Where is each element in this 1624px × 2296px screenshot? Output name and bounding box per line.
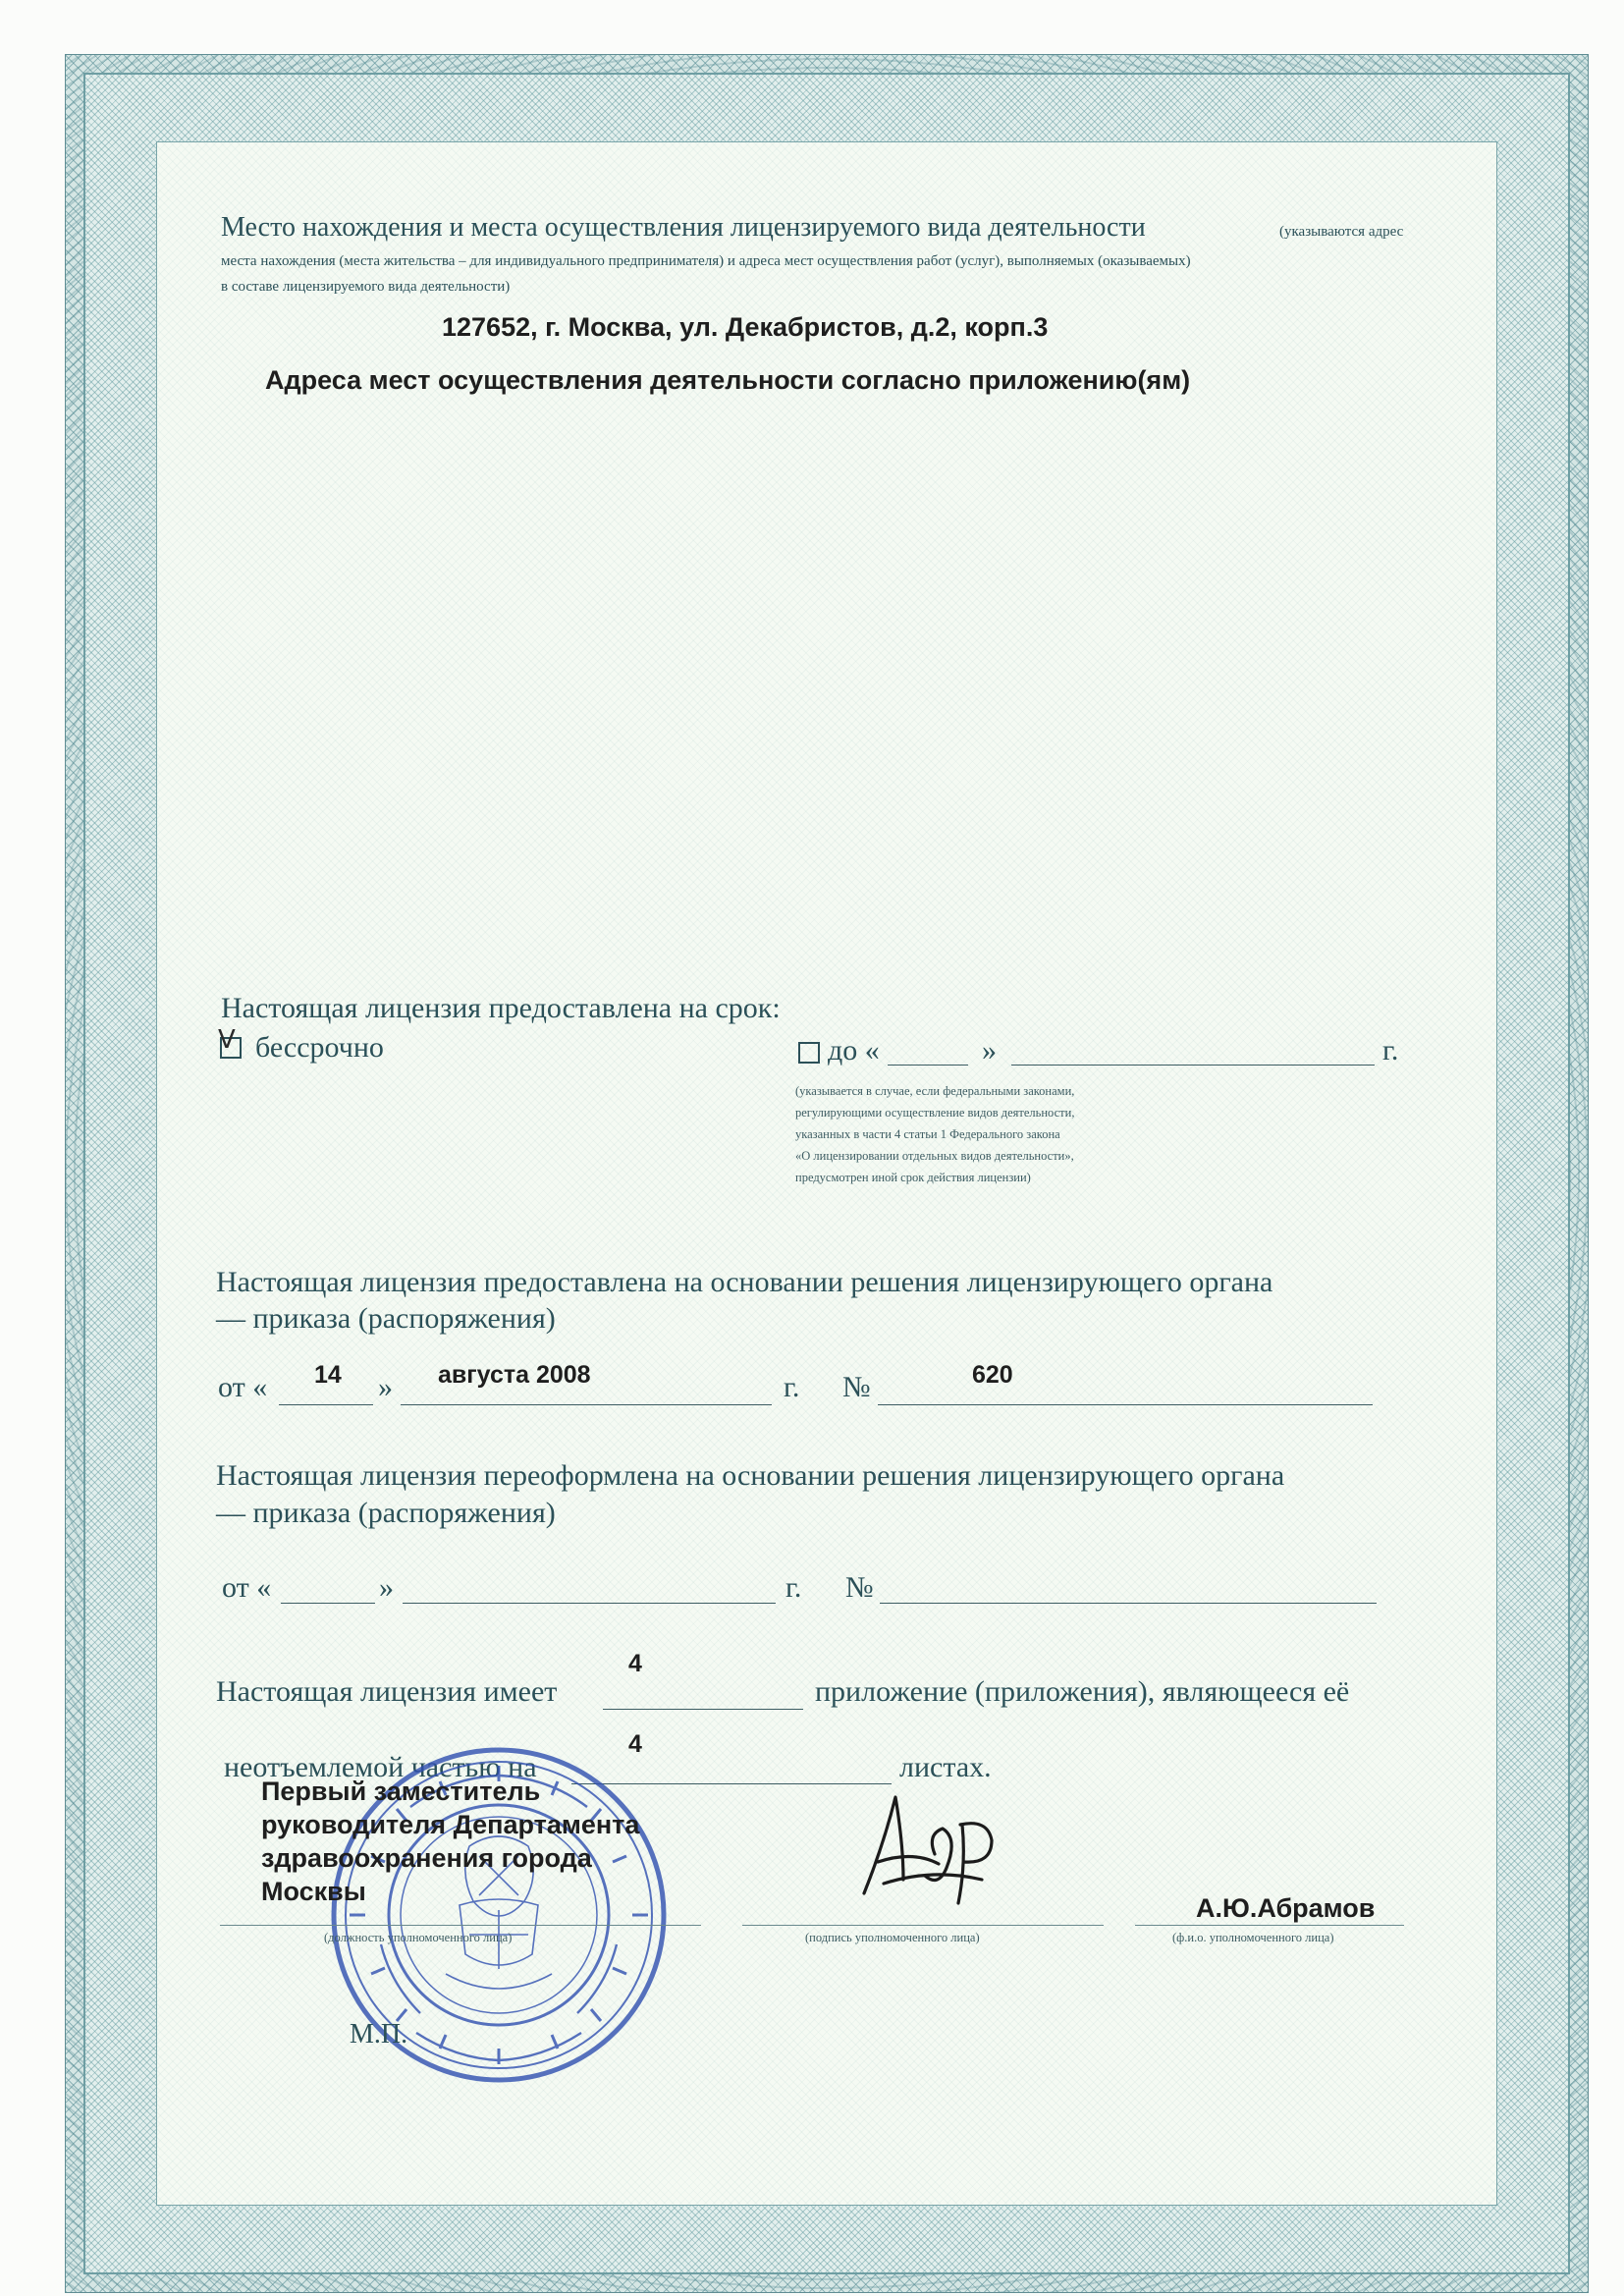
location-note-3: в составе лицензируемого вида деятельности) (221, 279, 511, 295)
appendices-suffix: приложение (приложения), являющееся её (815, 1675, 1350, 1708)
granted-number-value: 620 (972, 1361, 1013, 1389)
granted-from-label: от « (218, 1371, 268, 1403)
term-until-mid: » (982, 1034, 997, 1066)
granted-year-suffix: г. (784, 1371, 800, 1403)
signature-line (742, 1925, 1104, 1926)
name-line (1135, 1925, 1404, 1926)
name-caption: (ф.и.о. уполномоченного лица) (1172, 1931, 1334, 1944)
appendices-count-line (603, 1709, 803, 1710)
granted-day-line (279, 1404, 373, 1405)
appendices-count-value: 4 (628, 1650, 642, 1677)
check-mark: V (218, 1025, 236, 1055)
address-value: 127652, г. Москва, ул. Декабристов, д.2, корп.3 (442, 312, 1049, 342)
term-unlimited-label: бессрочно (255, 1031, 384, 1064)
term-day-line (888, 1065, 968, 1066)
granted-close-quote: » (378, 1371, 393, 1403)
reissued-line-1: Настоящая лицензия переоформлена на основании решения лицензирующего органа (216, 1459, 1285, 1492)
granted-line-2: — приказа (распоряжения) (216, 1302, 556, 1335)
location-heading: Место нахождения и места осуществления лицензируемого вида деятельности (221, 212, 1146, 243)
reissued-close-quote: » (379, 1571, 394, 1604)
position-caption: (должность уполномоченного лица) (324, 1931, 513, 1944)
term-until-prefix: до « (828, 1034, 880, 1066)
term-heading: Настоящая лицензия предоставлена на срок: (221, 992, 781, 1024)
term-note-line: (указывается в случае, если федеральными законами, (795, 1084, 1075, 1098)
reissued-from-label: от « (222, 1571, 272, 1604)
appendices-line2-suffix: листах. (899, 1751, 992, 1783)
reissued-line-2: — приказа (распоряжения) (216, 1497, 556, 1529)
term-note-line: указанных в части 4 статьи 1 Федерального закона (795, 1127, 1060, 1141)
reissued-date-line (403, 1603, 776, 1604)
signatory-position-line: руководителя Департамента (261, 1810, 640, 1839)
term-note-line: предусмотрен иной срок действия лицензии) (795, 1171, 1031, 1184)
reissued-number-sign: № (845, 1571, 874, 1604)
appendix-address-note: Адреса мест осуществления деятельности согласно приложению(ям) (265, 365, 1191, 395)
reissued-number-line (880, 1603, 1377, 1604)
signature (844, 1785, 1041, 1923)
term-note-line: регулирующими осуществление видов деятельности, (795, 1106, 1075, 1120)
granted-line-1: Настоящая лицензия предоставлена на основании решения лицензирующего органа (216, 1266, 1273, 1298)
term-date-line (1011, 1065, 1375, 1066)
term-year-suffix: г. (1382, 1034, 1399, 1066)
position-line (220, 1925, 701, 1926)
appendices-sheets-value: 4 (628, 1730, 642, 1758)
location-note-1: (указываются адрес (1279, 224, 1404, 240)
reissued-day-line (281, 1603, 375, 1604)
granted-day-value: 14 (314, 1361, 342, 1389)
seal-place-label: М.П. (350, 2019, 408, 2050)
granted-number-line (878, 1404, 1373, 1405)
granted-date-line (401, 1404, 772, 1405)
granted-number-sign: № (842, 1371, 871, 1403)
appendices-line2-prefix: неотъемлемой частью на (224, 1751, 537, 1783)
appendices-prefix: Настоящая лицензия имеет (216, 1675, 558, 1708)
signatory-position-line: Первый заместитель (261, 1777, 541, 1806)
signatory-position-line: здравоохранения города (261, 1843, 592, 1873)
checkbox-icon (798, 1042, 820, 1064)
signature-caption: (подпись уполномоченного лица) (805, 1931, 980, 1944)
term-note-line: «О лицензировании отдельных видов деятельности», (795, 1149, 1074, 1163)
location-note-2: места нахождения (места жительства – для индивидуального предпринимателя) и адреса мест осуществления работ (услуг), выполняемых (оказываемых) (221, 253, 1191, 269)
reissued-year-suffix: г. (785, 1571, 802, 1604)
signatory-name: А.Ю.Абрамов (1196, 1893, 1376, 1923)
granted-month-year-value: августа 2008 (438, 1361, 591, 1389)
signatory-position-line: Москвы (261, 1877, 366, 1906)
